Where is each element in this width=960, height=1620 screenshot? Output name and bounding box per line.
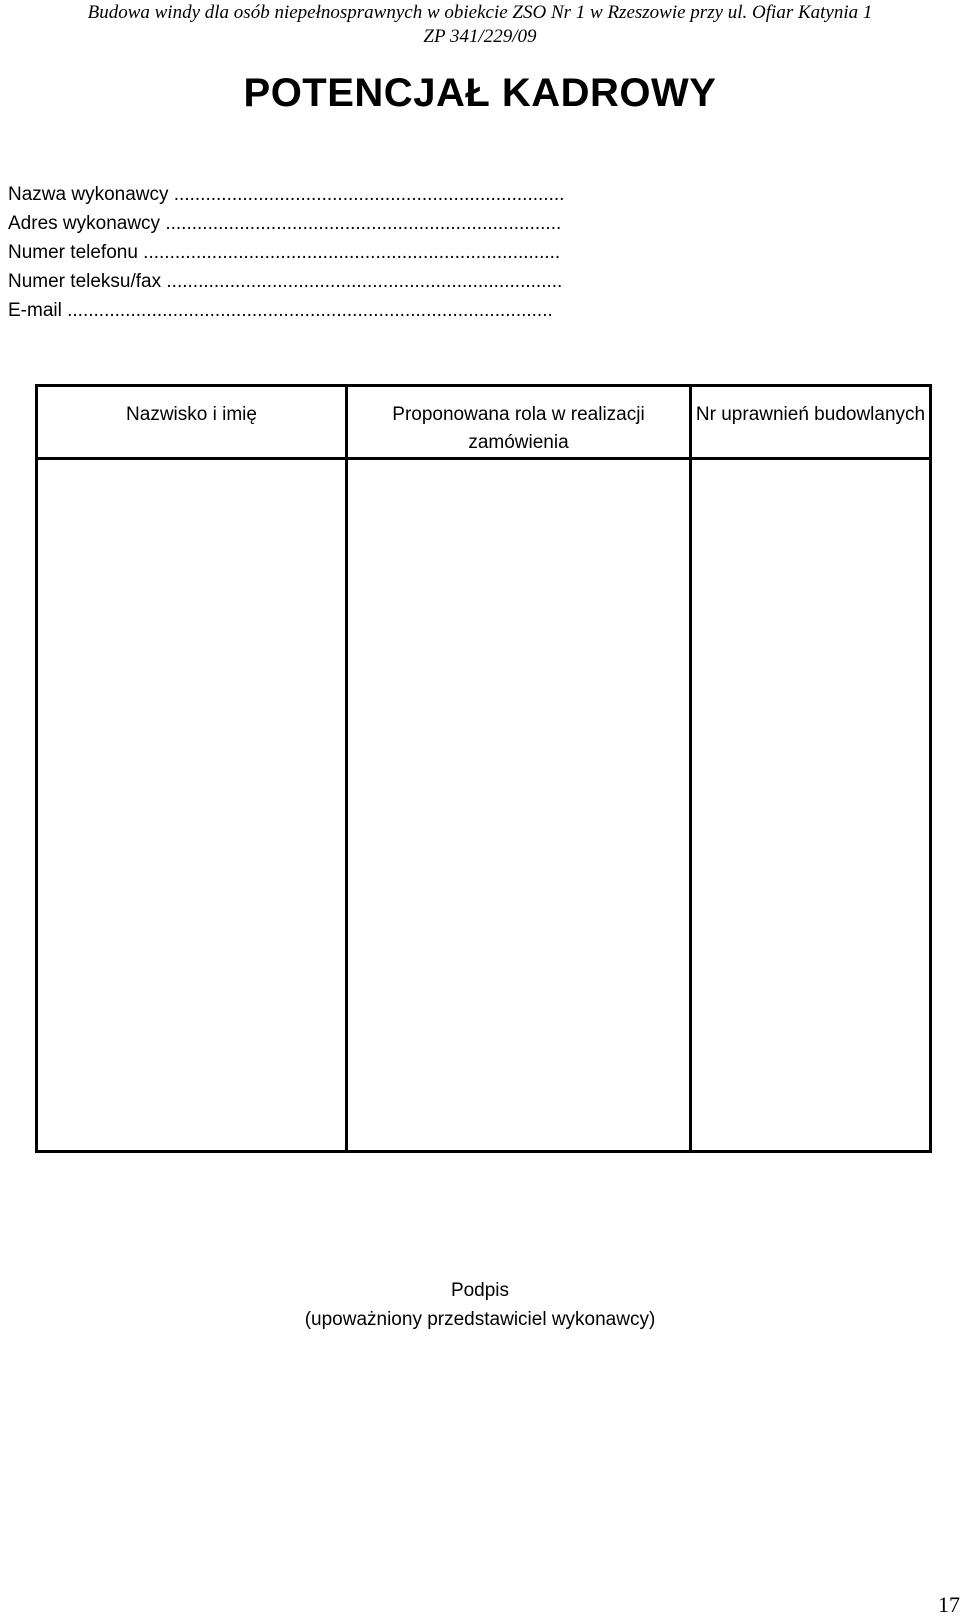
contractor-phone-field: Numer telefonu ...............................................................................	[8, 242, 561, 263]
contractor-address-field: Adres wykonawcy ...........................................................................	[8, 213, 562, 234]
contractor-fields	[8, 180, 564, 325]
column-header-role: Proponowana rola w realizacji zamówienia	[347, 386, 691, 459]
signature-block	[0, 1276, 960, 1334]
contractor-email-field: E-mail ............................................................................................	[8, 300, 553, 321]
signature-caption: (upoważniony przedstawiciel wykonawcy)	[304, 1309, 656, 1330]
staff-table	[35, 384, 932, 1153]
document-header	[0, 0, 960, 49]
contractor-telex-fax-field: Numer teleksu/fax ...........................................................................	[8, 271, 563, 292]
header-reference-number: ZP 341/229/09	[423, 26, 537, 47]
cell-license-empty[interactable]	[691, 459, 931, 1152]
signature-label: Podpis	[450, 1280, 510, 1301]
page-title: POTENCJAŁ KADROWY	[243, 71, 717, 115]
cell-name-empty[interactable]	[37, 459, 347, 1152]
table-header-row	[37, 386, 931, 459]
column-header-name: Nazwisko i imię	[37, 386, 347, 459]
header-project-title: Budowa windy dla osób niepełnosprawnych w obiekcie ZSO Nr 1 w Rzeszowie przy ul. Ofiar Katynia 1	[87, 2, 873, 23]
contractor-name-field: Nazwa wykonawcy ..........................................................................	[8, 184, 565, 205]
page-number: 17	[938, 1592, 960, 1617]
cell-role-empty[interactable]	[347, 459, 691, 1152]
column-header-license: Nr uprawnień budowlanych	[691, 386, 931, 459]
table-row	[37, 459, 931, 1152]
